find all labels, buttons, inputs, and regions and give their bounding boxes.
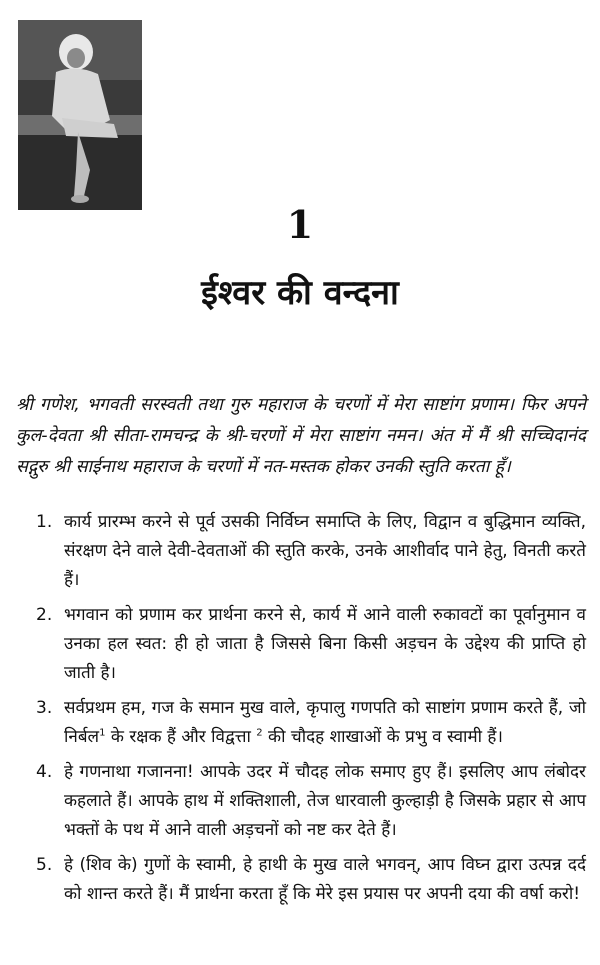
- verse-item: [36, 758, 586, 845]
- chapter-number: 1: [286, 202, 314, 247]
- verse-text: भगवान को प्रणाम कर प्रार्थना करने से, कार्य में आने वाली रुकावटों का पूर्वानुमान व उनका हल स्वत: ही हो जाता है जिससे बिना किसी अड़चन के उद्देश्य की प्राप्ति हो जाती है।: [64, 605, 586, 683]
- verse-text: हे (शिव के) गुणों के स्वामी, हे हाथी के मुख वाले भगवन्, आप विघ्न द्वारा उत्पन्न दर्द को शान्त करते हैं। मैं प्रार्थना करता हूँ कि मेरे इस प्रयास पर अपनी दया की वर्षा करो!: [64, 855, 586, 904]
- verse-item: [36, 601, 586, 688]
- verse-text: हे गणनाथा गजानना! आपके उदर में चौदह लोक समाए हुए हैं। इसलिए आप लंबोदर कहलाते हैं। आपके हाथ में शक्तिशाली, तेज धारवाली कुल्हाड़ी है जिसके प्रहार से आप भक्तों के पथ में आने वाली अड़चनों को नष्ट कर देते हैं।: [64, 762, 586, 840]
- verse-text-part: की चौदह शाखाओं के प्रभु व स्वामी हैं।: [262, 727, 503, 747]
- verse-text: [64, 698, 586, 747]
- verse-text: कार्य प्रारम्भ करने से पूर्व उसकी निर्विघ्न समाप्ति के लिए, विद्वान व बुद्धिमान व्यक्ति, संरक्षण देने वाले देवी-देवताओं की स्तुति करके, उनके आशीर्वाद पाने हेतु, विनती करते हैं।: [64, 512, 586, 590]
- verse-number: 2.: [36, 605, 53, 625]
- verse-number: 1.: [36, 512, 53, 532]
- verse-text-part: के रक्षक हैं और विद्वत्ता: [105, 727, 257, 747]
- footnote-marker: 1: [99, 727, 106, 739]
- chapter-title: ईश्वर की वन्दना: [201, 273, 399, 313]
- verse-number: 4.: [36, 762, 53, 782]
- verse-item: [36, 508, 586, 595]
- verse-list: [36, 508, 586, 915]
- verse-number: 5.: [36, 855, 53, 875]
- sai-baba-image: [18, 20, 142, 210]
- verse-item: [36, 694, 586, 752]
- verse-text-part: सर्वप्रथम हम, गज के समान मुख वाले, कृपालु गणपति को साष्टांग प्रणाम करते हैं, जो निर्बल: [64, 698, 586, 747]
- footnote-marker: 2: [256, 727, 263, 739]
- sai-baba-photo: [18, 20, 142, 210]
- verse-number: 3.: [36, 698, 53, 718]
- verse-item: [36, 851, 586, 909]
- intro-paragraph: श्री गणेश, भगवती सरस्वती तथा गुरु महाराज के चरणों में मेरा साष्टांग प्रणाम। फिर अपने कुल-देवता श्री सीता-रामचन्द्र के श्री-चरणों में मेरा साष्टांग नमन। अंत में मैं श्री सच्चिदानंद सद्गुरु श्री साईनाथ महाराज के चरणों में नत-मस्तक होकर उनकी स्तुति करता हूँ।: [16, 394, 586, 477]
